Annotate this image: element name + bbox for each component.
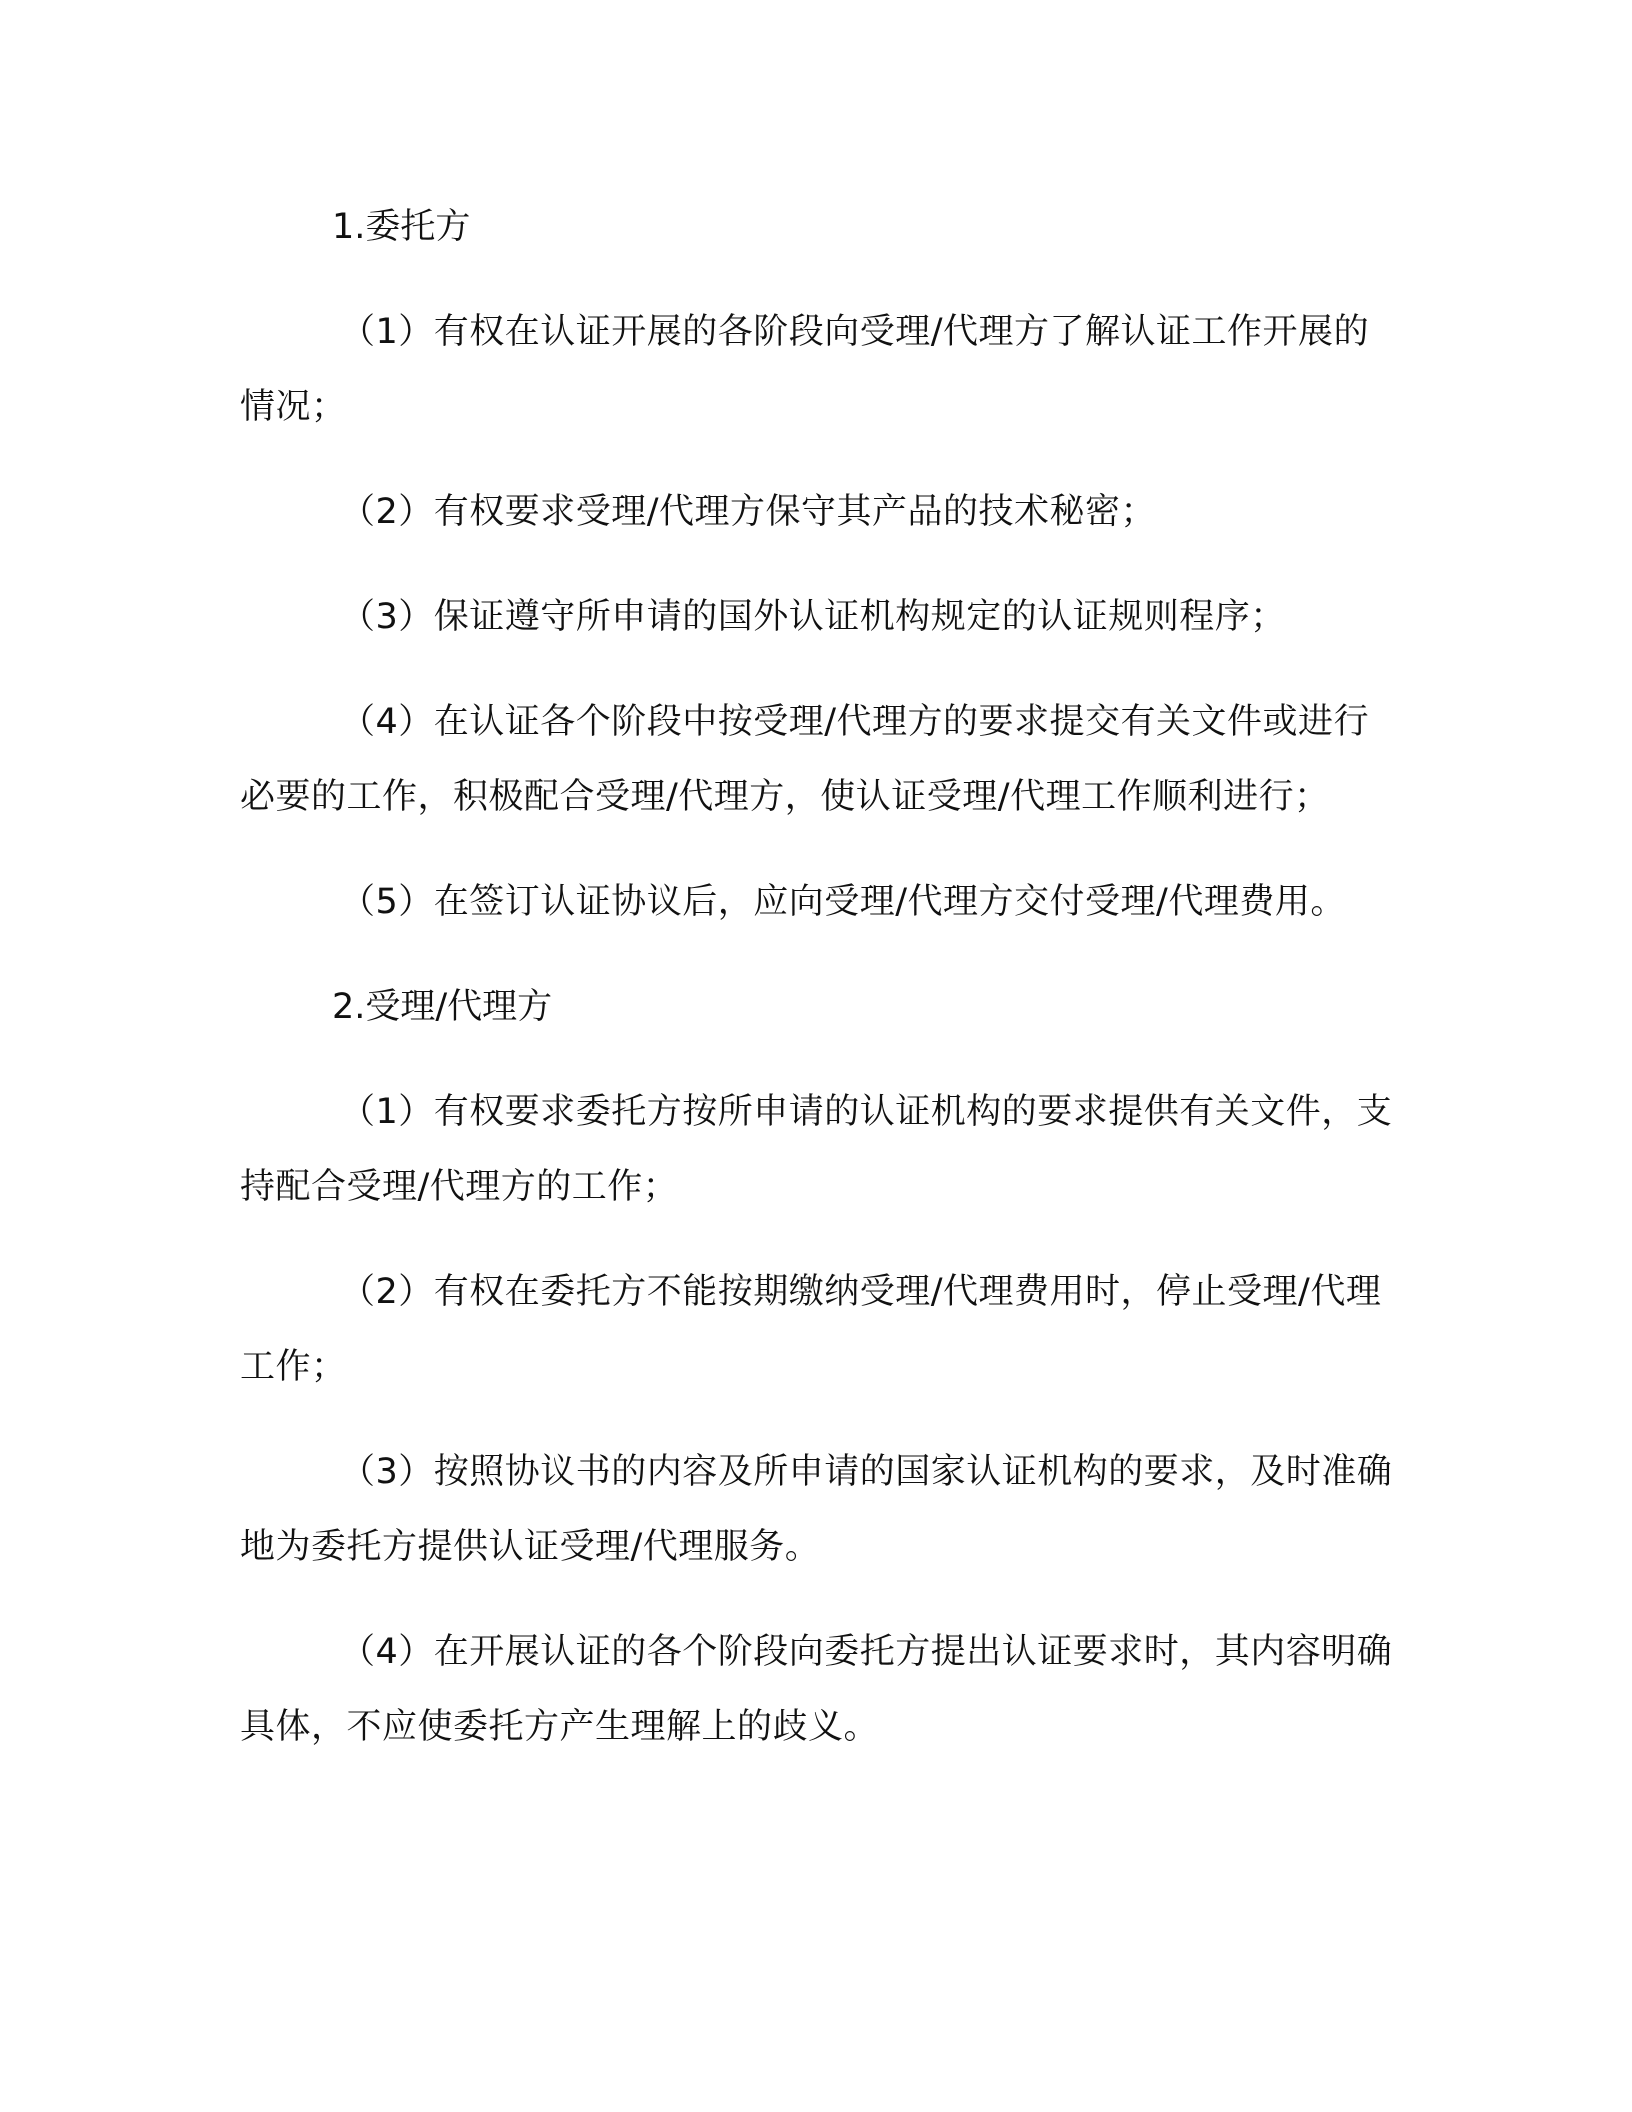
section-1-item-5: （5）在签订认证协议后，应向受理/代理方交付受理/代理费用。 — [340, 882, 1346, 922]
section-1-heading: 1.委托方 — [332, 207, 471, 247]
section-2-item-1: （1）有权要求委托方按所申请的认证机构的要求提供有关文件，支持配合受理/代理方的工作； — [240, 1092, 1393, 1207]
section-2-item-3: （3）按照协议书的内容及所申请的国家认证机构的要求，及时准确地为委托方提供认证受理/代理服务。 — [240, 1452, 1393, 1567]
section-1-item-1: （1）有权在认证开展的各阶段向受理/代理方了解认证工作开展的情况； — [240, 312, 1370, 427]
section-1-item-3: （3）保证遵守所申请的国外认证机构规定的认证规则程序； — [340, 597, 1286, 637]
document-body — [240, 190, 1400, 1795]
section-1-item-4: （4）在认证各个阶段中按受理/代理方的要求提交有关文件或进行必要的工作，积极配合受理/代理方，使认证受理/代理工作顺利进行； — [240, 702, 1370, 817]
section-2-item-4: （4）在开展认证的各个阶段向委托方提出认证要求时，其内容明确具体，不应使委托方产生理解上的歧义。 — [240, 1632, 1393, 1747]
section-1-item-2: （2）有权要求受理/代理方保守其产品的技术秘密； — [340, 492, 1157, 532]
section-2-heading: 2.受理/代理方 — [332, 987, 553, 1027]
section-2-item-2: （2）有权在委托方不能按期缴纳受理/代理费用时，停止受理/代理工作； — [240, 1272, 1382, 1387]
